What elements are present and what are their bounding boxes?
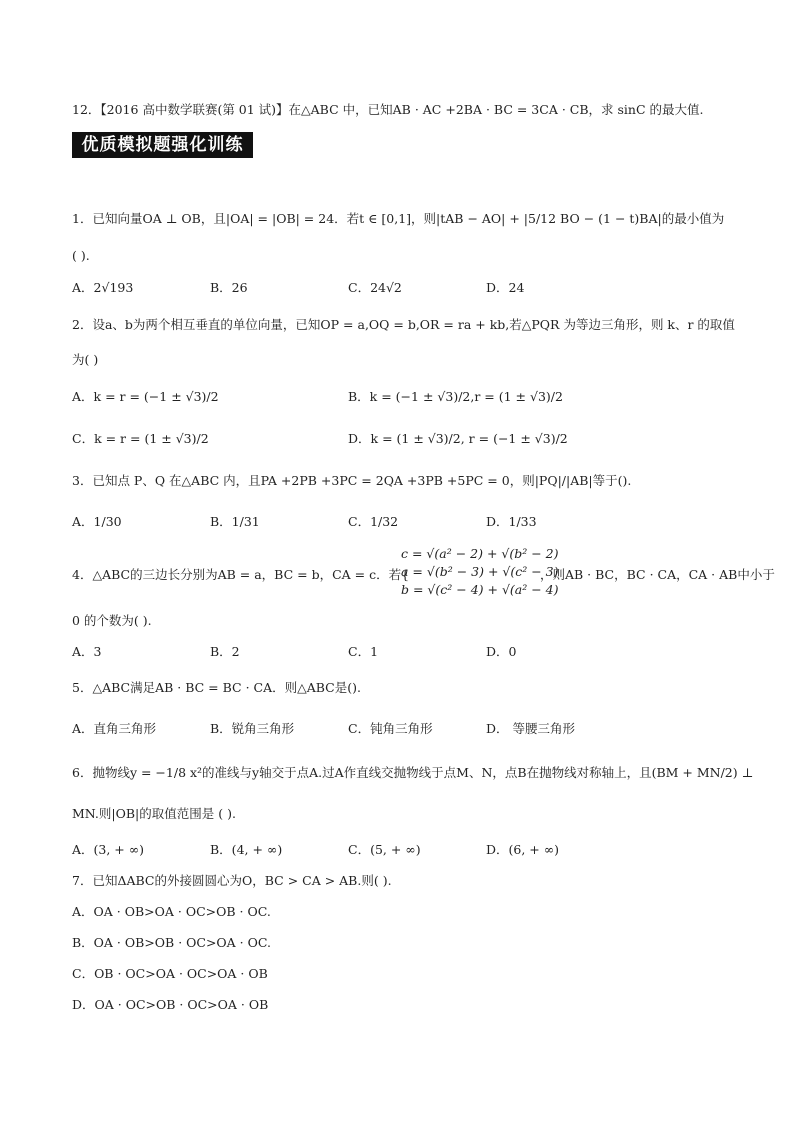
question-2-text: 2．设a、b为两个相互垂直的单位向量，已知OP = a,OQ = b,OR = ra + kb,若△PQR 为等边三角形，则 k、r 的取值: [72, 317, 735, 332]
q5-option-b: B．锐角三角形: [210, 721, 295, 736]
question-1-text: 1．已知向量OA ⊥ OB，且|OA| = |OB| = 24．若t ∈ [0,1]，则|tAB − AO| + |5/12 BO − (1 − t)BA|的最小值为: [72, 211, 725, 226]
question-1-paren: ( ).: [72, 248, 90, 263]
q7-option-b: B．OA · OB>OB · OC>OA · OC.: [72, 935, 271, 950]
q4-option-c: C．1: [348, 644, 379, 659]
question-6-text: 6．抛物线y = −1/8 x²的准线与y轴交于点A.过A作直线交抛物线于点M、N，点B在抛物线对称轴上，且(BM + MN/2) ⊥: [72, 765, 754, 780]
q6-option-c: C．(5, + ∞): [348, 842, 421, 857]
question-4-text: 4．△ABC的三边长分别为AB = a，BC = b，CA = c．若{: [72, 567, 410, 582]
q4-equation-3: b = √(c² − 4) + √(a² − 4): [401, 582, 559, 597]
question-12: 12．【2016 高中数学联赛(第 01 试)】在△ABC 中，已知AB · AC +2BA · BC = 3CA · CB，求 sinC 的最大值.: [72, 102, 704, 117]
q1-option-c: C．24√2: [348, 280, 402, 295]
q1-option-a: A．2√193: [72, 280, 134, 295]
q7-option-a: A．OA · OB>OA · OC>OB · OC.: [72, 904, 271, 919]
question-6-text2: MN.则|OB|的取值范围是 ( ).: [72, 806, 236, 821]
question-4-text2: 0 的个数为( ).: [72, 613, 152, 628]
question-3-text: 3．已知点 P、Q 在△ABC 内，且PA +2PB +3PC = 2QA +3PB +5PC = 0，则|PQ|/|AB|等于().: [72, 473, 632, 488]
q5-option-c: C．钝角三角形: [348, 721, 433, 736]
q3-option-a: A．1/30: [72, 514, 122, 529]
question-2-text2: 为( ): [72, 352, 99, 367]
q3-option-b: B．1/31: [210, 514, 260, 529]
q2-option-b: B．k = (−1 ± √3)/2,r = (1 ± √3)/2: [348, 389, 563, 404]
q1-option-d: D．24: [486, 280, 525, 295]
q6-option-a: A．(3, + ∞): [72, 842, 145, 857]
q4-option-a: A．3: [72, 644, 102, 659]
q5-option-a: A．直角三角形: [72, 721, 157, 736]
q7-option-c: C．OB · OC>OA · OC>OA · OB: [72, 966, 268, 981]
q4-option-d: D．0: [486, 644, 517, 659]
q4-equation-1: c = √(a² − 2) + √(b² − 2): [401, 546, 559, 561]
q5-option-d: D． 等腰三角形: [486, 721, 575, 736]
q2-option-d: D．k = (1 ± √3)/2, r = (−1 ± √3)/2: [348, 431, 568, 446]
question-4-text-tail: ，则AB · BC，BC · CA，CA · AB中小于: [540, 567, 775, 582]
q4-option-b: B．2: [210, 644, 240, 659]
q4-equation-system: [401, 545, 559, 599]
question-7-text: 7．已知ΔABC的外接圆圆心为O，BC > CA > AB.则( ).: [72, 873, 392, 888]
q4-equation-2: a = √(b² − 3) + √(c² − 3): [401, 564, 559, 579]
q7-option-d: D．OA · OC>OB · OC>OA · OB: [72, 997, 269, 1012]
q6-option-d: D．(6, + ∞): [486, 842, 560, 857]
section-banner: 优质模拟题强化训练: [72, 132, 253, 158]
q2-option-a: A．k = r = (−1 ± √3)/2: [72, 389, 219, 404]
q2-option-c: C．k = r = (1 ± √3)/2: [72, 431, 209, 446]
q3-option-c: C．1/32: [348, 514, 399, 529]
q3-option-d: D．1/33: [486, 514, 537, 529]
q6-option-b: B．(4, + ∞): [210, 842, 283, 857]
question-5-text: 5．△ABC满足AB · BC = BC · CA．则△ABC是().: [72, 680, 361, 695]
q1-option-b: B．26: [210, 280, 248, 295]
